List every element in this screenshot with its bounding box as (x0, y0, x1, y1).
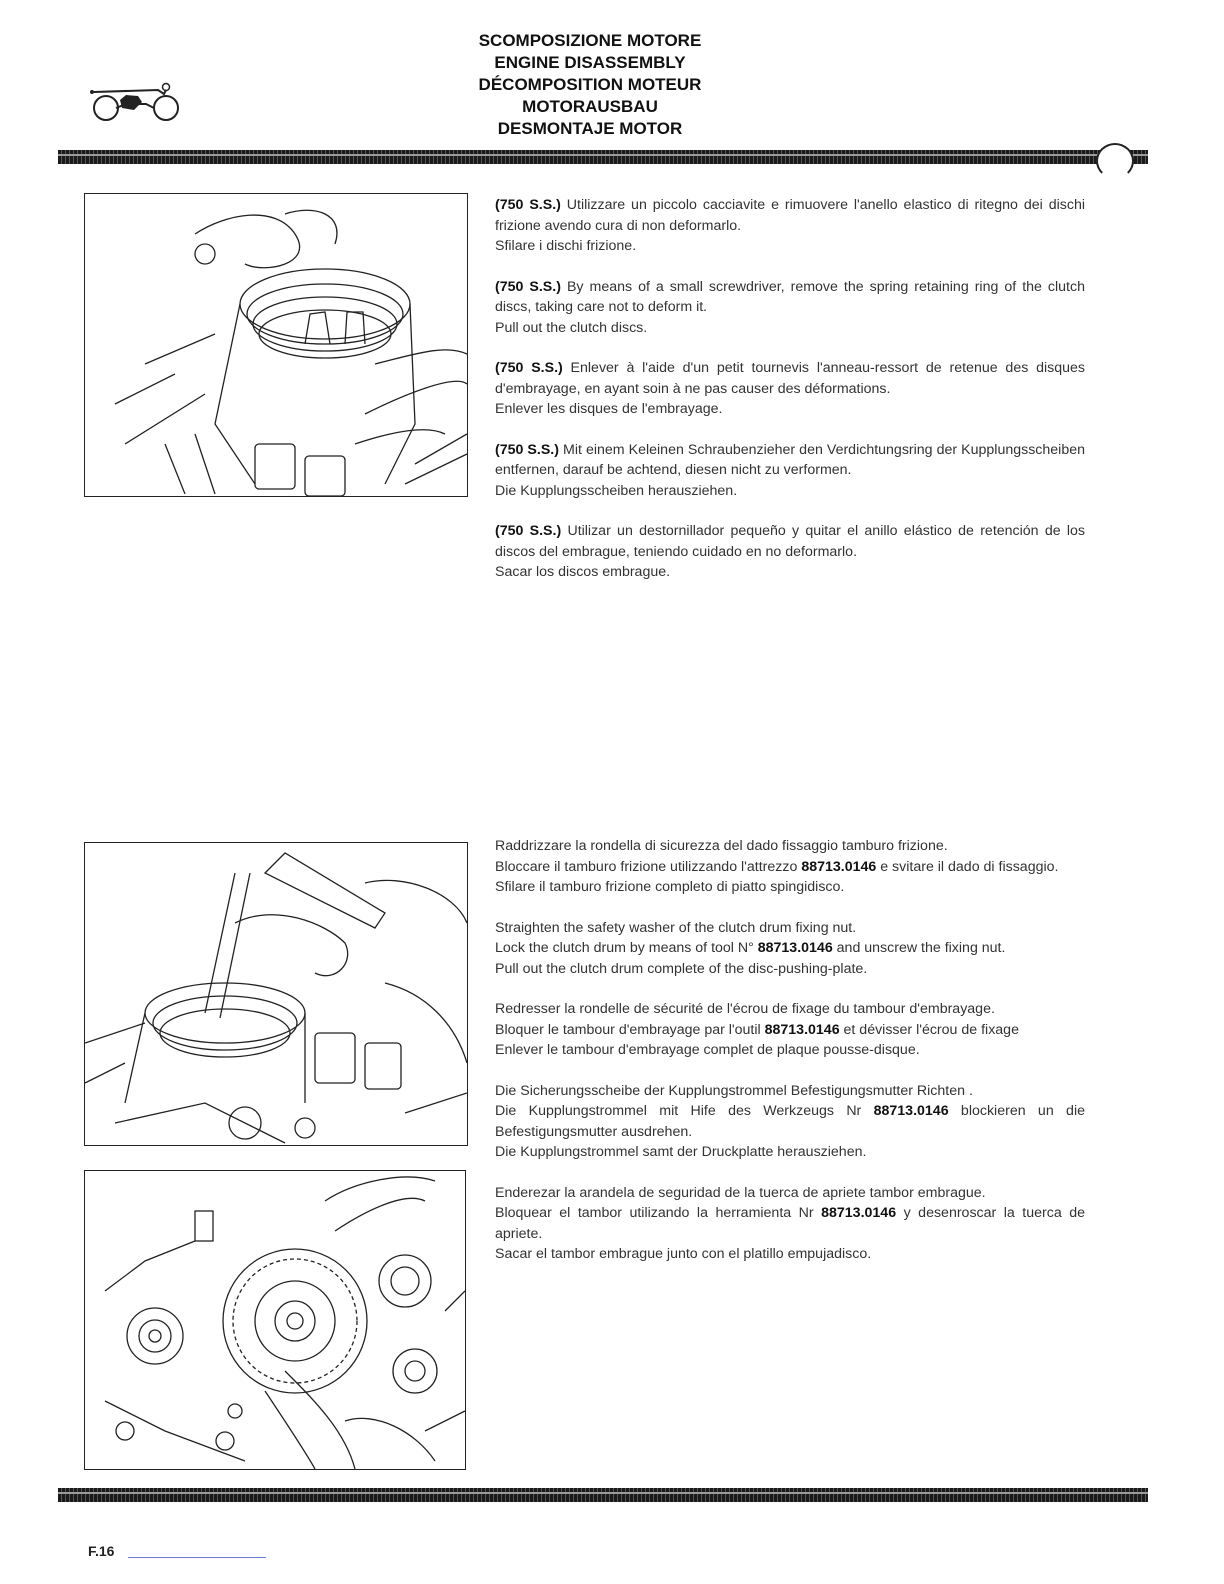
paragraph-german (495, 440, 1085, 502)
rule-ornament (1096, 143, 1134, 179)
model-tag: (750 S.S.) (495, 441, 559, 458)
paragraph-spanish (495, 1183, 1085, 1265)
text-fragment: Bloquer le tambour d'embrayage par l'outil (495, 1021, 765, 1038)
figure-washer-straightening (84, 842, 468, 1146)
tool-number: 88713.0146 (821, 1205, 897, 1221)
text-fragment: y desenroscar la tuerca de apriete. (495, 1205, 1085, 1242)
paragraph-text: Mit einem Keleinen Schraubenzieher den Verdichtungsring der Kupplungsscheiben entfernen, darauf be achtend, diesen nicht zu verformen. (495, 441, 1085, 478)
text-line: Redresser la rondelle de sécurité de l'écrou de fixage du tambour d'embrayage. (495, 1001, 995, 1017)
title-english: ENGINE DISASSEMBLY (494, 53, 686, 72)
text-line (495, 857, 1085, 878)
text-line: Pull out the clutch drum complete of the disc-pushing-plate. (495, 960, 868, 977)
figure-clutch-drum-removal (84, 1170, 466, 1470)
clutch-ring-illustration (85, 194, 467, 496)
washer-illustration (85, 843, 467, 1145)
text-line (495, 1101, 1085, 1142)
paragraph-text-2: Enlever les disques de l'embrayage. (495, 401, 723, 417)
paragraph-italian (495, 195, 1085, 257)
footer-rule (58, 1488, 1148, 1502)
text-line: Die Sicherungsscheibe der Kupplungstrommel Befestigungsmutter Richten . (495, 1082, 973, 1099)
page-title-block (430, 30, 750, 140)
model-tag: (750 S.S.) (495, 360, 563, 376)
paragraph-text-2: Sfilare i dischi frizione. (495, 238, 637, 254)
paragraph-spanish (495, 521, 1085, 583)
title-french: DÉCOMPOSITION MOTEUR (478, 75, 702, 94)
header-rule (58, 150, 1148, 164)
paragraph-text-2: Die Kupplungsscheiben herausziehen. (495, 482, 738, 499)
text-fragment: Lock the clutch drum by means of tool N° (495, 940, 758, 956)
title-german: MOTORAUSBAU (522, 97, 658, 116)
paragraph-text-2: Sacar los discos embrague. (495, 564, 671, 580)
text-line: Raddrizzare la rondella di sicurezza del dado fissaggio tamburo frizione. (495, 838, 948, 854)
text-line: Enlever le tambour d'embrayage complet de plaque pousse-disque. (495, 1042, 920, 1058)
tool-number: 88713.0146 (757, 940, 833, 956)
paragraph-text: Utilizar un destornillador pequeño y quitar el anillo elástico de retención de los discos del embrague, teniendo cuidado en no deformarlo. (495, 523, 1085, 560)
tool-number: 88713.0146 (873, 1103, 949, 1119)
text-fragment: e svitare il dado di fissaggio. (876, 858, 1059, 875)
text-line: Straighten the safety washer of the clutch drum fixing nut. (495, 919, 857, 936)
page-number: F.16 (88, 1543, 115, 1559)
paragraph-text-2: Pull out the clutch discs. (495, 319, 648, 336)
paragraph-english (495, 918, 1085, 980)
text-fragment: Bloquear el tambor utilizando la herramienta Nr (495, 1205, 822, 1221)
text-line: Sacar el tambor embrague junto con el platillo empujadisco. (495, 1246, 872, 1262)
text-line: Sfilare il tamburo frizione completo di piatto spingidisco. (495, 879, 845, 895)
model-tag: (750 S.S.) (495, 523, 562, 539)
paragraph-german (495, 1081, 1085, 1163)
paragraph-italian (495, 836, 1085, 898)
paragraph-text: By means of a small screwdriver, remove the spring retaining ring of the clutch discs, taking care not to deform it. (495, 278, 1085, 315)
text-fragment: Die Kupplungstrommel mit Hife des Werkzeugs Nr (495, 1103, 874, 1119)
section2-text (495, 836, 1085, 1285)
section1-text (495, 195, 1085, 603)
paragraph-english (495, 277, 1085, 339)
title-spanish: DESMONTAJE MOTOR (497, 119, 683, 138)
text-line (495, 938, 1085, 959)
text-fragment: and unscrew the fixing nut. (832, 940, 1006, 956)
clutch-drum-illustration (85, 1171, 465, 1469)
model-tag: (750 S.S.) (495, 197, 561, 213)
tool-number: 88713.0146 (764, 1021, 840, 1038)
title-italian: SCOMPOSIZIONE MOTORE (478, 31, 702, 50)
figure-clutch-ring-removal (84, 193, 468, 497)
text-fragment: blockieren un die Befestigungsmutter ausdrehen. (495, 1103, 1085, 1140)
paragraph-text: Utilizzare un piccolo cacciavite e rimuovere l'anello elastico di ritegno dei dischi frizione avendo cura di non deformarlo. (495, 197, 1085, 234)
paragraph-french (495, 358, 1085, 420)
text-fragment: Bloccare il tamburo frizione utilizzando l'attrezzo (495, 858, 802, 875)
text-line: Die Kupplungstrommel samt der Druckplatte herausziehen. (495, 1144, 867, 1160)
model-tag: (750 S.S.) (495, 278, 561, 295)
paragraph-text: Enlever à l'aide d'un petit tournevis l'anneau-ressort de retenue des disques d'embrayage, en ayant soin à ne pas causer des déformations. (495, 360, 1086, 397)
paragraph-french (495, 999, 1085, 1061)
text-fragment: et dévisser l'écrou de fixage (839, 1021, 1019, 1038)
page-number-underline (128, 1557, 266, 1558)
text-line (495, 1020, 1085, 1041)
motorcycle-icon (86, 78, 186, 124)
text-line (495, 1203, 1085, 1244)
text-line: Enderezar la arandela de seguridad de la tuerca de apriete tambor embrague. (495, 1184, 986, 1201)
tool-number: 88713.0146 (801, 858, 877, 875)
